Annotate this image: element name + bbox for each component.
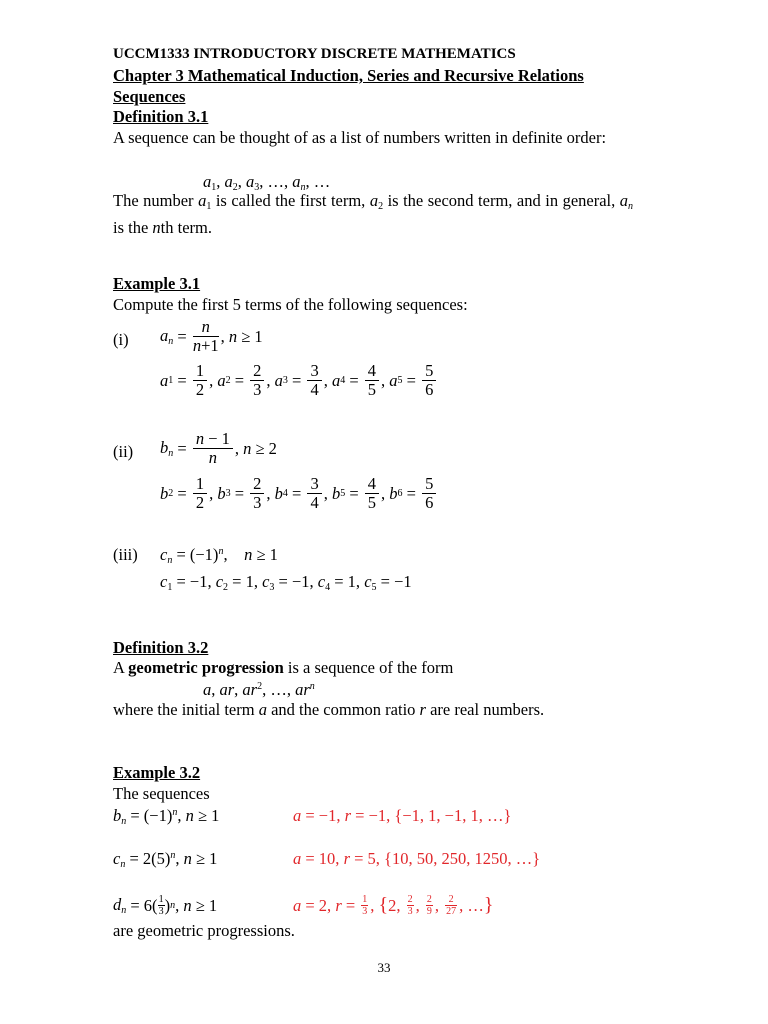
sequence-d-annotation: a = 2, r = $\frac{1}{3}$ , { 2, $\frac{2}{3}$ , $\frac{2}{9}$ , $\frac{2}{27}$ , … } <box>293 894 494 917</box>
sequence-d: $d_n$ = 6( $\frac{1}{3}$ ) n , n ≥ 1 <box>113 894 218 917</box>
geometric-form: a, ar, $ar^2$, …, $ar^n$ <box>203 680 315 699</box>
definition-3-2-title: Definition 3.2 <box>113 638 209 657</box>
part-i-formula: $a_n$ = $\frac{n}{n+1}$ , n ≥ 1 <box>160 317 263 355</box>
chapter-title: Chapter 3 Mathematical Induction, Series and Recursive Relations <box>113 66 584 85</box>
part-ii-label: (ii) <box>113 442 134 461</box>
part-i-label: (i) <box>113 330 129 349</box>
definition-3-1-explanation: The number $a_1$ is called the first term, $a_2$ is the second term, and in general, $a_n$ is the nth term. <box>113 191 633 237</box>
part-iii-formula: $c_n = (-1)^n$, n ≥ 1 <box>160 545 278 566</box>
page-number: 33 <box>377 960 391 975</box>
example-3-1-intro: Compute the first 5 terms of the following sequences: <box>113 295 468 314</box>
definition-3-2-line1: A geometric progression is a sequence of the form <box>113 658 454 677</box>
part-i-terms: a 1 = $\frac{1}{2}$ , a 2 = $\frac{2}{3}$ , a 3 = $\frac{3}{4}$ , a 4 = $\frac{4}{5}$ , a 5 = $\frac{5}{6}$ <box>160 362 438 399</box>
example-3-2-title: Example 3.2 <box>113 763 201 782</box>
part-ii-terms: b 2 = $\frac{1}{2}$ , b 3 = $\frac{2}{3}$ , b 4 = $\frac{3}{4}$ , b 5 = $\frac{4}{5}$ , b 6 = $\frac{5}{6}$ <box>160 475 438 512</box>
example-3-2-outro: are geometric progressions. <box>113 921 295 940</box>
course-title: UCCM1333 INTRODUCTORY DISCRETE MATHEMATICS <box>113 46 516 62</box>
definition-3-1-text: A sequence can be thought of as a list of numbers written in definite order: <box>113 128 607 147</box>
definition-3-2-line2: where the initial term a and the common ratio r are real numbers. <box>113 700 545 719</box>
example-3-1-title: Example 3.1 <box>113 274 201 293</box>
part-iii-label: (iii) <box>113 545 138 564</box>
sequence-b-annotation: a = −1, r = −1, {−1, 1, −1, 1, …} <box>293 806 512 825</box>
example-3-2-intro: The sequences <box>113 784 210 803</box>
part-ii-formula: $b_n$ = $\frac{n - 1}{n}$ , n ≥ 2 <box>160 429 277 467</box>
geometric-progression-term: geometric progression <box>128 658 284 677</box>
sequence-list: $a_1$, $a_2$, $a_3$, …, $a_n$, … <box>203 172 331 193</box>
definition-3-1-title: Definition 3.1 <box>113 107 209 126</box>
part-iii-terms: $c_1 = -1$, $c_2 = 1$, $c_3 = -1$, $c_4 = 1$, $c_5 = -1$ <box>160 572 412 593</box>
sequence-c: $c_n = 2(5)^n$, n ≥ 1 <box>113 849 218 870</box>
sequence-b: $b_n = (-1)^n$, n ≥ 1 <box>113 806 220 827</box>
sequence-c-annotation: a = 10, r = 5, {10, 50, 250, 1250, …} <box>293 849 541 868</box>
sequences-heading: Sequences <box>113 87 186 106</box>
